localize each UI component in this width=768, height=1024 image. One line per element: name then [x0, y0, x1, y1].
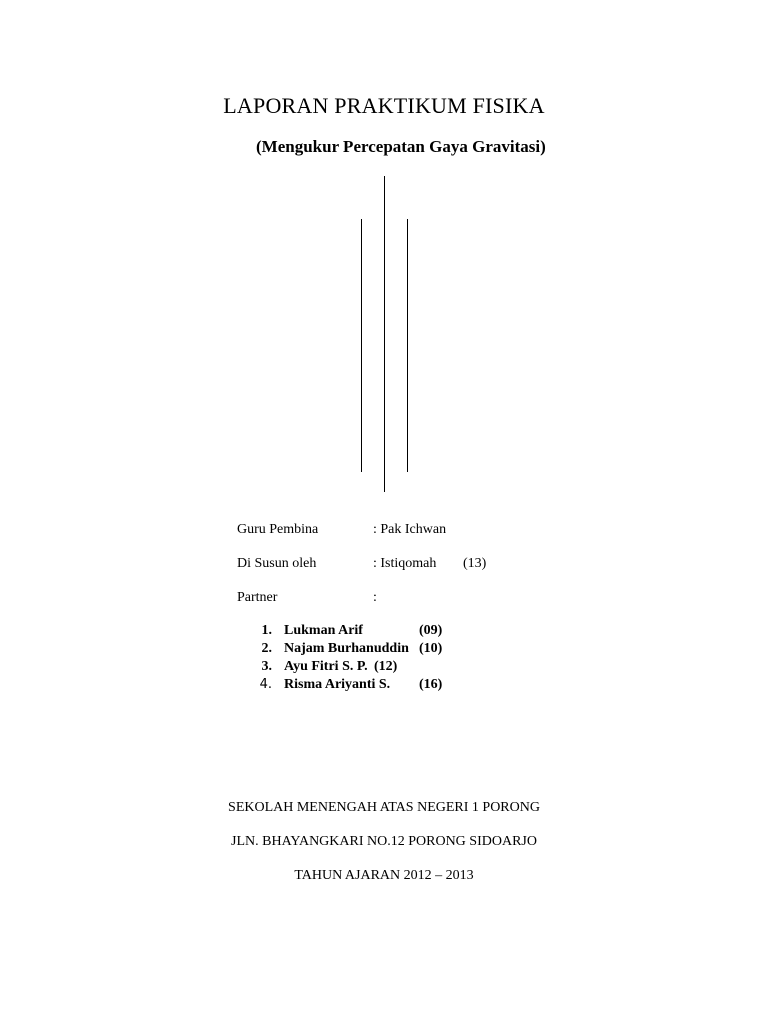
list-item-number: 3.	[261, 659, 272, 674]
list-item-code: (10)	[419, 641, 443, 656]
list-item-code: (09)	[419, 623, 443, 638]
guru-pembina-value: : Pak Ichwan	[373, 522, 447, 537]
list-item-number: 2.	[261, 641, 272, 656]
partner-value: :	[373, 590, 377, 605]
list-item-name: Ayu Fitri S. P.	[284, 659, 368, 674]
list-item-name: Risma Ariyanti S.	[284, 677, 391, 692]
guru-pembina-label: Guru Pembina	[237, 522, 319, 537]
list-item-number: 4.	[259, 677, 272, 692]
disusun-oleh-number: (13)	[463, 556, 487, 571]
list-item-number: 1.	[261, 623, 272, 638]
report-subtitle: (Mengukur Percepatan Gaya Gravitasi)	[256, 137, 546, 156]
disusun-oleh-value: : Istiqomah	[373, 556, 437, 571]
list-item-name: Najam Burhanuddin	[284, 641, 409, 656]
school-name: SEKOLAH MENENGAH ATAS NEGERI 1 PORONG	[228, 800, 540, 815]
list-item-code: (12)	[374, 659, 398, 674]
academic-year: TAHUN AJARAN 2012 – 2013	[294, 868, 474, 883]
decorative-line-right	[407, 219, 408, 472]
report-title: LAPORAN PRAKTIKUM FISIKA	[223, 93, 545, 118]
disusun-oleh-label: Di Susun oleh	[237, 556, 317, 571]
list-item-name: Lukman Arif	[284, 623, 363, 638]
decorative-line-left	[361, 219, 362, 472]
decorative-line-center	[384, 176, 385, 492]
partner-label: Partner	[237, 590, 278, 605]
school-address: JLN. BHAYANGKARI NO.12 PORONG SIDOARJO	[231, 834, 537, 849]
list-item-code: (16)	[419, 677, 443, 692]
